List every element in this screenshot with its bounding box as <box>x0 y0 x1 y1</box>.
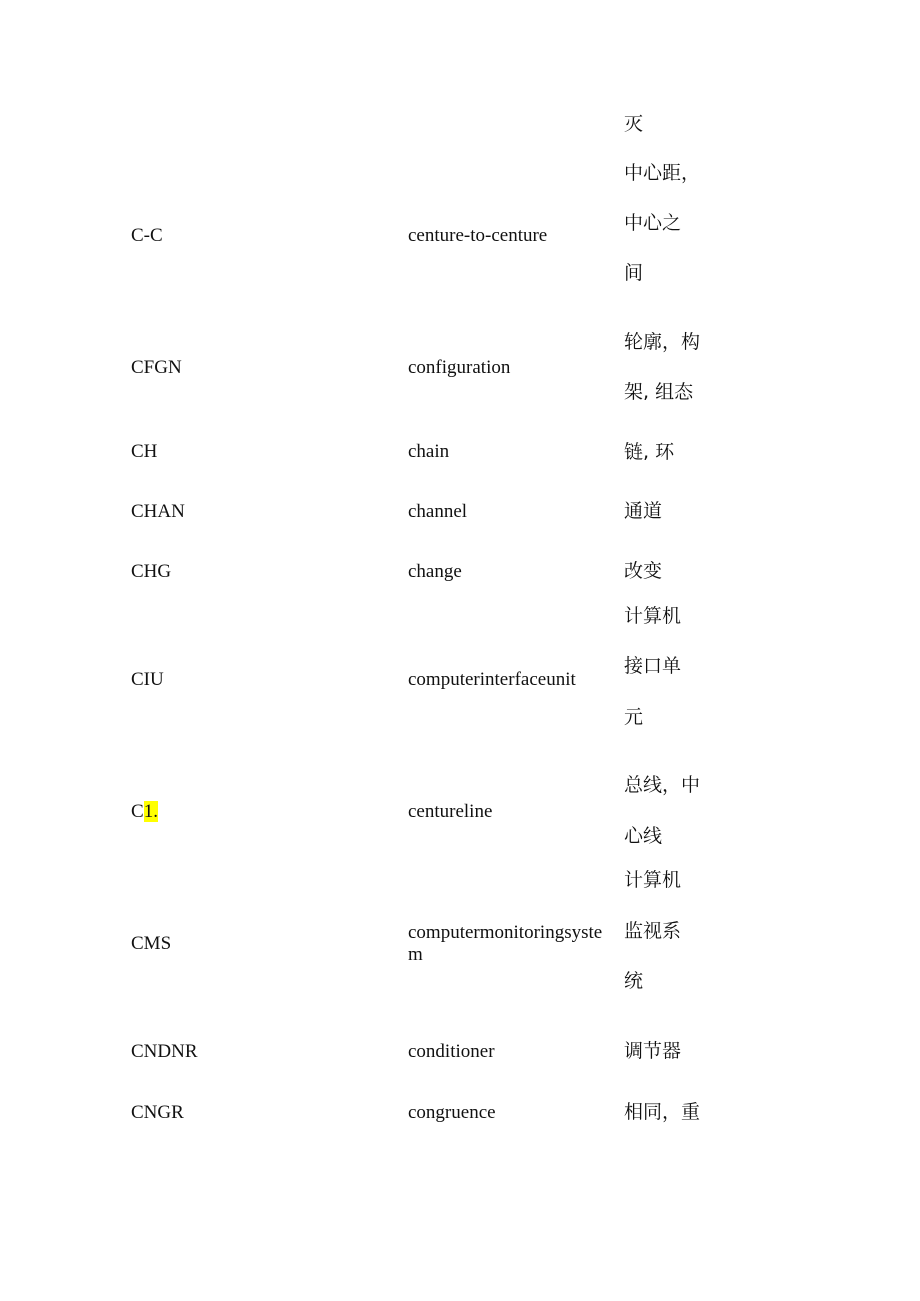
entry-term: change <box>408 561 462 582</box>
entry-abbreviation: CIU <box>131 669 164 690</box>
entry-cn-line: 间 <box>624 262 644 284</box>
entry-cn-line: 调节器 <box>624 1040 682 1062</box>
entry-cn-line: 计算机 <box>624 869 682 891</box>
entry-cn-line: 轮廓，构 <box>624 331 701 353</box>
entry-abbreviation: CHAN <box>131 501 185 522</box>
entry-abbreviation: CHG <box>131 561 172 582</box>
entry-cn-line: 总线，中 <box>624 774 701 796</box>
entry-term: centure-to-centure <box>408 225 548 246</box>
entry-cn-line: 架, 组态 <box>624 381 694 403</box>
entry-cn-line: 统 <box>624 970 644 992</box>
entry-cn-line: 计算机 <box>624 605 682 627</box>
entry-term: computermonitoringsystem <box>408 922 603 965</box>
entry-cn-line: 灭 <box>624 113 644 135</box>
entry-term: congruence <box>408 1102 496 1123</box>
entry-cn-line: 链, 环 <box>624 441 675 463</box>
entry-cn-line: 监视系 <box>624 920 682 942</box>
entry-cn-line: 心线 <box>624 825 663 847</box>
entry-term: chain <box>408 441 450 462</box>
entry-cn-line: 改变 <box>624 560 663 582</box>
entry-term: conditioner <box>408 1041 495 1062</box>
entry-cn-line: 相同，重 <box>624 1101 701 1123</box>
entry-abbreviation-prefix: C <box>131 801 144 822</box>
entry-abbreviation: CNGR <box>131 1102 184 1123</box>
entry-abbreviation <box>131 801 158 823</box>
entry-cn-line: 接口单 <box>624 655 682 677</box>
entry-abbreviation: CMS <box>131 933 172 954</box>
entry-cn-line: 通道 <box>624 500 663 522</box>
highlighted-text: 1. <box>143 801 158 822</box>
entry-term: configuration <box>408 357 511 378</box>
entry-abbreviation: CH <box>131 441 158 462</box>
entry-term: channel <box>408 501 468 522</box>
entry-abbreviation: C-C <box>131 225 163 246</box>
entry-cn-line: 中心之 <box>624 212 682 234</box>
entry-abbreviation: CFGN <box>131 357 182 378</box>
entry-cn-line: 中心距， <box>624 162 701 184</box>
entry-term: centureline <box>408 801 493 822</box>
entry-cn-line: 元 <box>624 706 644 728</box>
entry-term: computerinterfaceunit <box>408 669 576 690</box>
entry-abbreviation: CNDNR <box>131 1041 198 1062</box>
